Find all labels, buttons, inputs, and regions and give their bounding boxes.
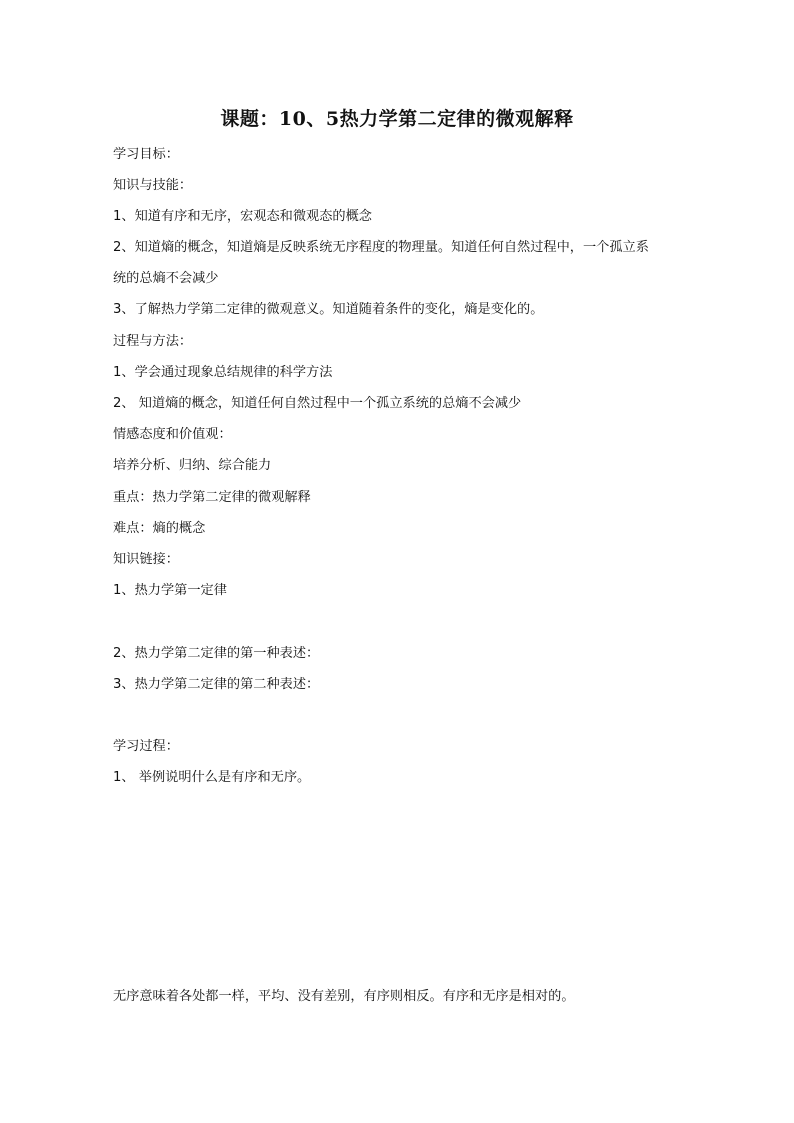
list-item: 2、知道熵的概念，知道熵是反映系统无序程度的物理量。知道任何自然过程中，一个孤立系	[113, 240, 649, 255]
list-item: 1、热力学第一定律	[113, 583, 227, 598]
list-item: 1、学会通过现象总结规律的科学方法	[113, 365, 333, 380]
paragraph: 培养分析、归纳、综合能力	[113, 458, 272, 473]
list-item: 3、热力学第二定律的第二种表述：	[113, 677, 320, 692]
key-point: 重点：热力学第二定律的微观解释	[113, 490, 311, 505]
paragraph: 无序意味着各处都一样，平均、没有差别，有序则相反。有序和无序是相对的。	[113, 989, 575, 1004]
subheading-knowledge-links: 知识链接：	[113, 552, 179, 567]
subheading-attitudes-values: 情感态度和价值观：	[113, 427, 232, 442]
list-item: 1、知道有序和无序，宏观态和微观态的概念	[113, 209, 372, 224]
difficult-point: 难点：熵的概念	[113, 521, 206, 536]
section-heading-learning-goals: 学习目标：	[113, 147, 179, 162]
list-item: 3、了解热力学第二定律的微观意义。知道随着条件的变化，熵是变化的。	[113, 302, 544, 317]
list-item: 2、 知道熵的概念，知道任何自然过程中一个孤立系统的总熵不会减少	[113, 396, 522, 411]
document-title: 课题：10、5热力学第二定律的微观解释	[220, 108, 574, 130]
subheading-knowledge-skills: 知识与技能：	[113, 178, 193, 193]
list-item-continuation: 统的总熵不会减少	[113, 271, 219, 286]
list-item: 1、 举例说明什么是有序和无序。	[113, 770, 311, 785]
subheading-process-methods: 过程与方法：	[113, 334, 193, 349]
list-item: 2、热力学第二定律的第一种表述：	[113, 646, 320, 661]
section-heading-learning-process: 学习过程：	[113, 739, 179, 754]
